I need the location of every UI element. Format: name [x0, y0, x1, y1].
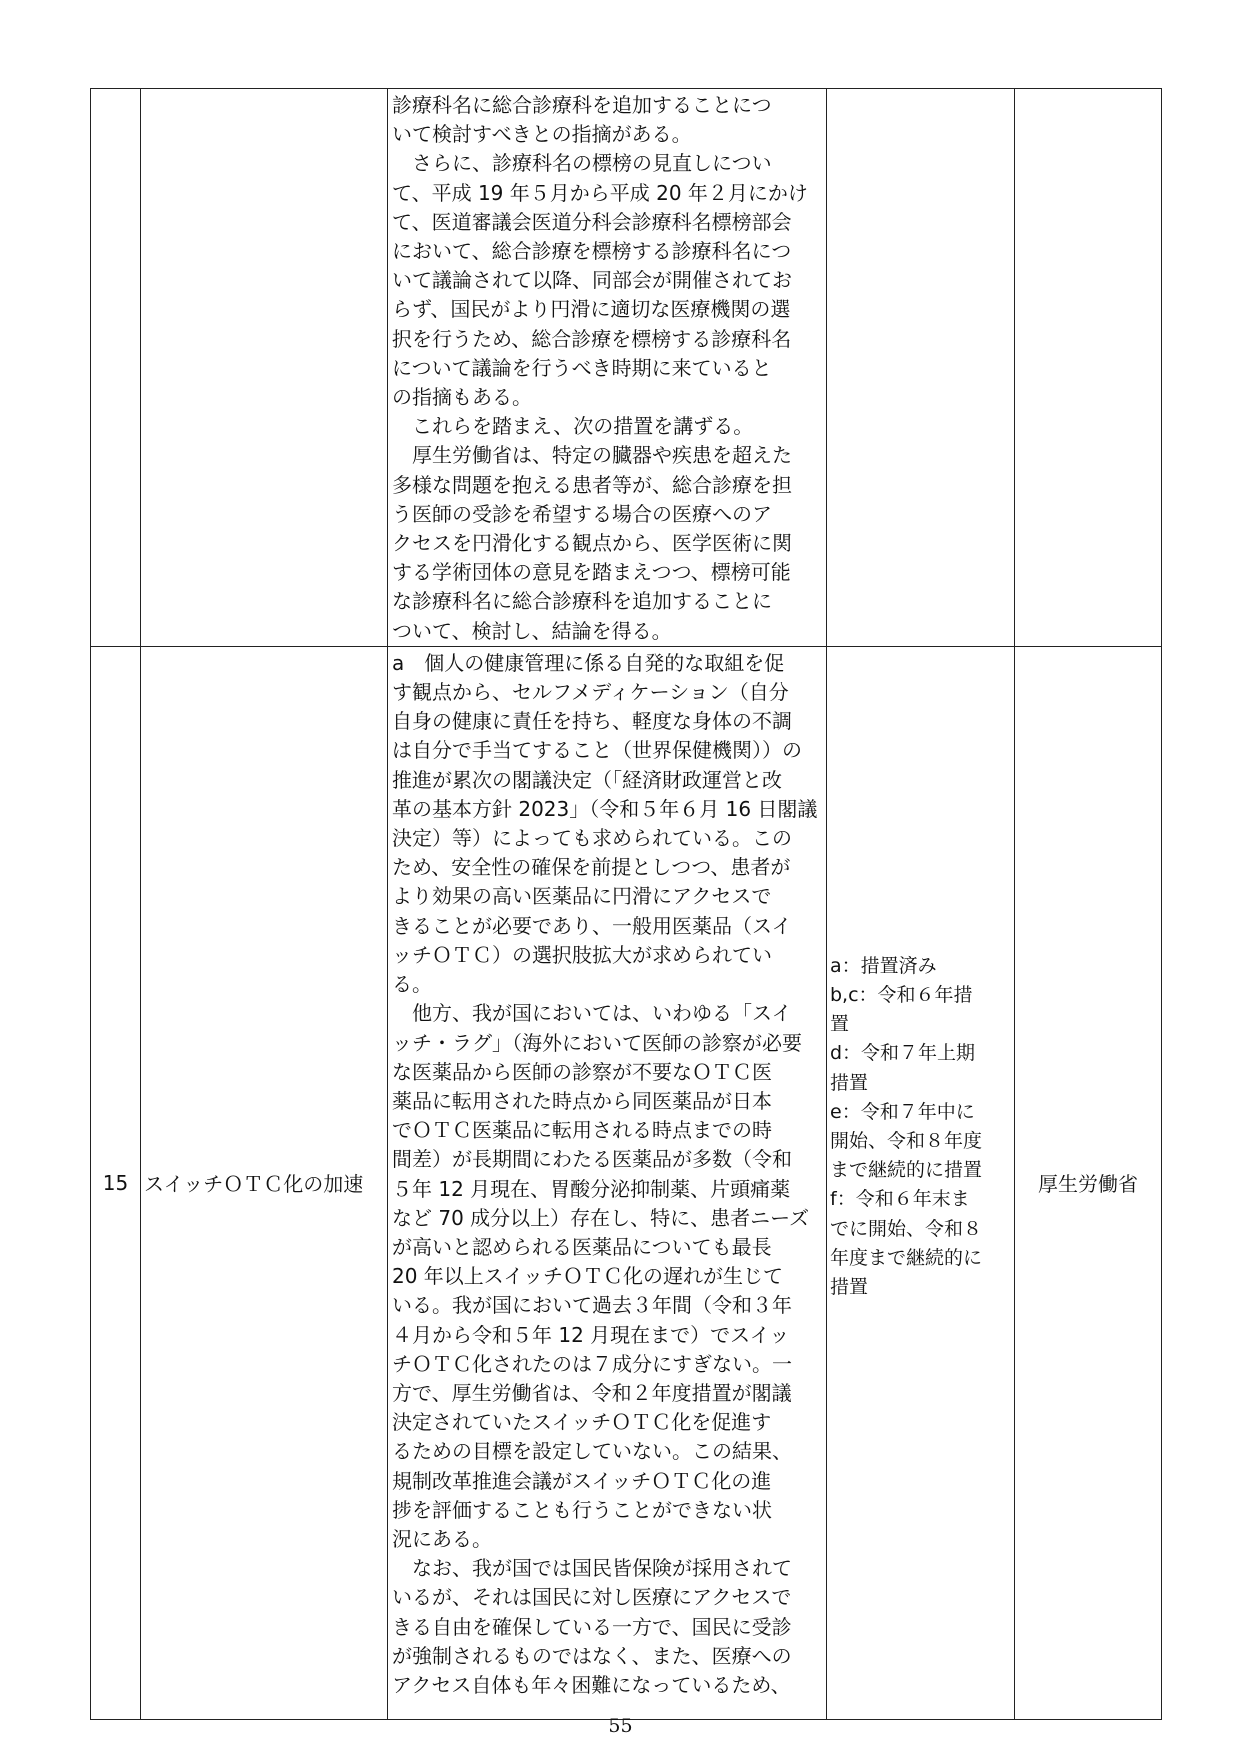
- text-line: 開始、令和８年度: [830, 1130, 983, 1153]
- ministry-cell: [1015, 646, 1162, 1719]
- text-line: 規制改革推進会議がスイッチＯＴＣ化の進: [392, 1468, 772, 1493]
- item-cell: [141, 89, 388, 647]
- page-number: 55: [608, 1715, 633, 1737]
- text-line: きる自由を確保している一方で、国民に受診: [392, 1614, 792, 1639]
- text-line: らず、国民がより円滑に適切な医療機関の選: [392, 297, 791, 322]
- text-line: 置: [830, 1013, 850, 1036]
- text-line: a 個人の健康管理に係る自発的な取組を促: [392, 650, 785, 675]
- text-line: 推進が累次の閣議決定（「経済財政運営と改: [392, 767, 782, 792]
- text-line: 診療科名に総合診療科を追加することにつ: [392, 93, 772, 117]
- text-line: でＯＴＣ医薬品に転用される時点までの時: [392, 1118, 772, 1143]
- text-line: 多様な問題を抱える患者等が、総合診療を担: [392, 472, 792, 497]
- text-line: ため、安全性の確保を前提としつつ、患者が: [392, 855, 791, 880]
- text-line: f：令和６年末ま: [830, 1188, 970, 1211]
- text-line: 年度まで継続的に: [830, 1246, 983, 1269]
- text-line: において、総合診療を標榜する診療科名につ: [392, 239, 792, 264]
- text-line: いて検討すべきとの指摘がある。: [392, 122, 692, 147]
- text-line: きることが必要であり、一般用医薬品（スイ: [392, 913, 792, 938]
- text-line: e：令和７年中に: [830, 1100, 975, 1123]
- text-line: の指摘もある。: [392, 385, 532, 410]
- ministry-cell: [1015, 89, 1162, 647]
- ministry-name: 厚生労働省: [1038, 1172, 1138, 1197]
- text-line: な医薬品から医師の診察が不要なＯＴＣ医: [392, 1059, 772, 1084]
- table-row: [91, 646, 1162, 1719]
- text-line: でに開始、令和８: [830, 1217, 983, 1240]
- text-line: て、平成 19 年５月から平成 20 年２月にかけ: [392, 180, 808, 205]
- text-line: 革の基本方針 2023」（令和５年６月 16 日閣議: [392, 796, 818, 821]
- text-line: チＯＴＣ化されたのは７成分にすぎない。一: [392, 1351, 792, 1376]
- text-line: なお、我が国では国民皆保険が採用されて: [392, 1556, 792, 1581]
- text-line: まで継続的に措置: [830, 1159, 983, 1182]
- text-line: 捗を評価することも行うことができない状: [392, 1497, 772, 1522]
- text-line: て、医道審議会医道分科会診療科名標榜部会: [392, 209, 792, 234]
- row-number-cell: [91, 646, 141, 1719]
- text-line: d：令和７年上期: [830, 1042, 976, 1065]
- text-line: クセスを円滑化する観点から、医学医術に関: [392, 531, 792, 556]
- text-line: する学術団体の意見を踏まえつつ、標榜可能: [392, 560, 791, 585]
- row-number-cell: [91, 89, 141, 647]
- text-line: ッチ・ラグ」（海外において医師の診察が必要: [392, 1030, 802, 1055]
- text-line: 厚生労働省は、特定の臓器や疾患を超えた: [392, 443, 792, 468]
- item-title: スイッチＯＴＣ化の加速: [144, 1172, 364, 1197]
- body-cell: [388, 646, 827, 1719]
- text-line: は自分で手当てすること（世界保健機関））の: [392, 738, 802, 763]
- text-line: ッチＯＴＣ）の選択肢拡大が求められてい: [392, 942, 772, 967]
- text-line: 択を行うため、総合診療を標榜する診療科名: [392, 326, 792, 351]
- schedule-cell: [827, 89, 1015, 647]
- text-line: 決定）等）によっても求められている。この: [392, 826, 792, 851]
- text-line: ４月から令和５年 12 月現在まで）でスイッ: [392, 1322, 790, 1347]
- text-line: 他方、我が国においては、いわゆる「スイ: [392, 1001, 792, 1026]
- text-line: な診療科名に総合診療科を追加することに: [392, 589, 772, 614]
- text-line: ついて、検討し、結論を得る。: [392, 618, 672, 643]
- text-line: 措置: [830, 1276, 869, 1299]
- text-line: など 70 成分以上）存在し、特に、患者ニーズ: [392, 1205, 810, 1230]
- body-cell: [388, 89, 827, 647]
- table-row: [91, 89, 1162, 647]
- row-number: 15: [102, 1170, 129, 1195]
- text-line: るための目標を設定していない。この結果、: [392, 1439, 792, 1464]
- text-line: これらを踏まえ、次の措置を講ずる。: [392, 414, 754, 439]
- text-line: いる。我が国において過去３年間（令和３年: [392, 1293, 792, 1318]
- text-line: す観点から、セルフメディケーション（自分: [392, 680, 789, 705]
- text-line: 20 年以上スイッチＯＴＣ化の遅れが生じて: [392, 1264, 784, 1289]
- regulatory-reform-table: [90, 88, 1162, 1720]
- text-line: が高いと認められる医薬品についても最長: [392, 1234, 772, 1259]
- text-line: る。: [392, 972, 432, 997]
- text-line: 薬品に転用された時点から同医薬品が日本: [392, 1088, 772, 1113]
- text-line: 方で、厚生労働省は、令和２年度措置が閣議: [392, 1380, 792, 1405]
- text-line: いるが、それは国民に対し医療にアクセスで: [392, 1585, 792, 1610]
- text-line: a：措置済み: [830, 954, 937, 977]
- text-line: 措置: [830, 1071, 869, 1094]
- text-line: う医師の受診を希望する場合の医療へのア: [392, 501, 772, 526]
- text-line: さらに、診療科名の標榜の見直しについ: [392, 151, 772, 176]
- schedule-cell: [827, 646, 1015, 1719]
- text-line: いて議論されて以降、同部会が開催されてお: [392, 268, 792, 293]
- text-line: ５年 12 月現在、胃酸分泌抑制薬、片頭痛薬: [392, 1176, 791, 1201]
- text-line: より効果の高い医薬品に円滑にアクセスで: [392, 884, 772, 909]
- text-line: 間差）が長期間にわたる医薬品が多数（令和: [392, 1147, 792, 1172]
- text-line: 決定されていたスイッチＯＴＣ化を促進す: [392, 1410, 772, 1435]
- text-line: について議論を行うべき時期に来ていると: [392, 355, 772, 380]
- item-cell: [141, 646, 388, 1719]
- text-line: が強制されるものではなく、また、医療への: [392, 1643, 792, 1668]
- text-line: 自身の健康に責任を持ち、軽度な身体の不調: [392, 709, 792, 734]
- text-line: b,c：令和６年措: [830, 984, 973, 1007]
- text-line: アクセス自体も年々困難になっているため、: [392, 1672, 791, 1697]
- text-line: 況にある。: [392, 1526, 492, 1551]
